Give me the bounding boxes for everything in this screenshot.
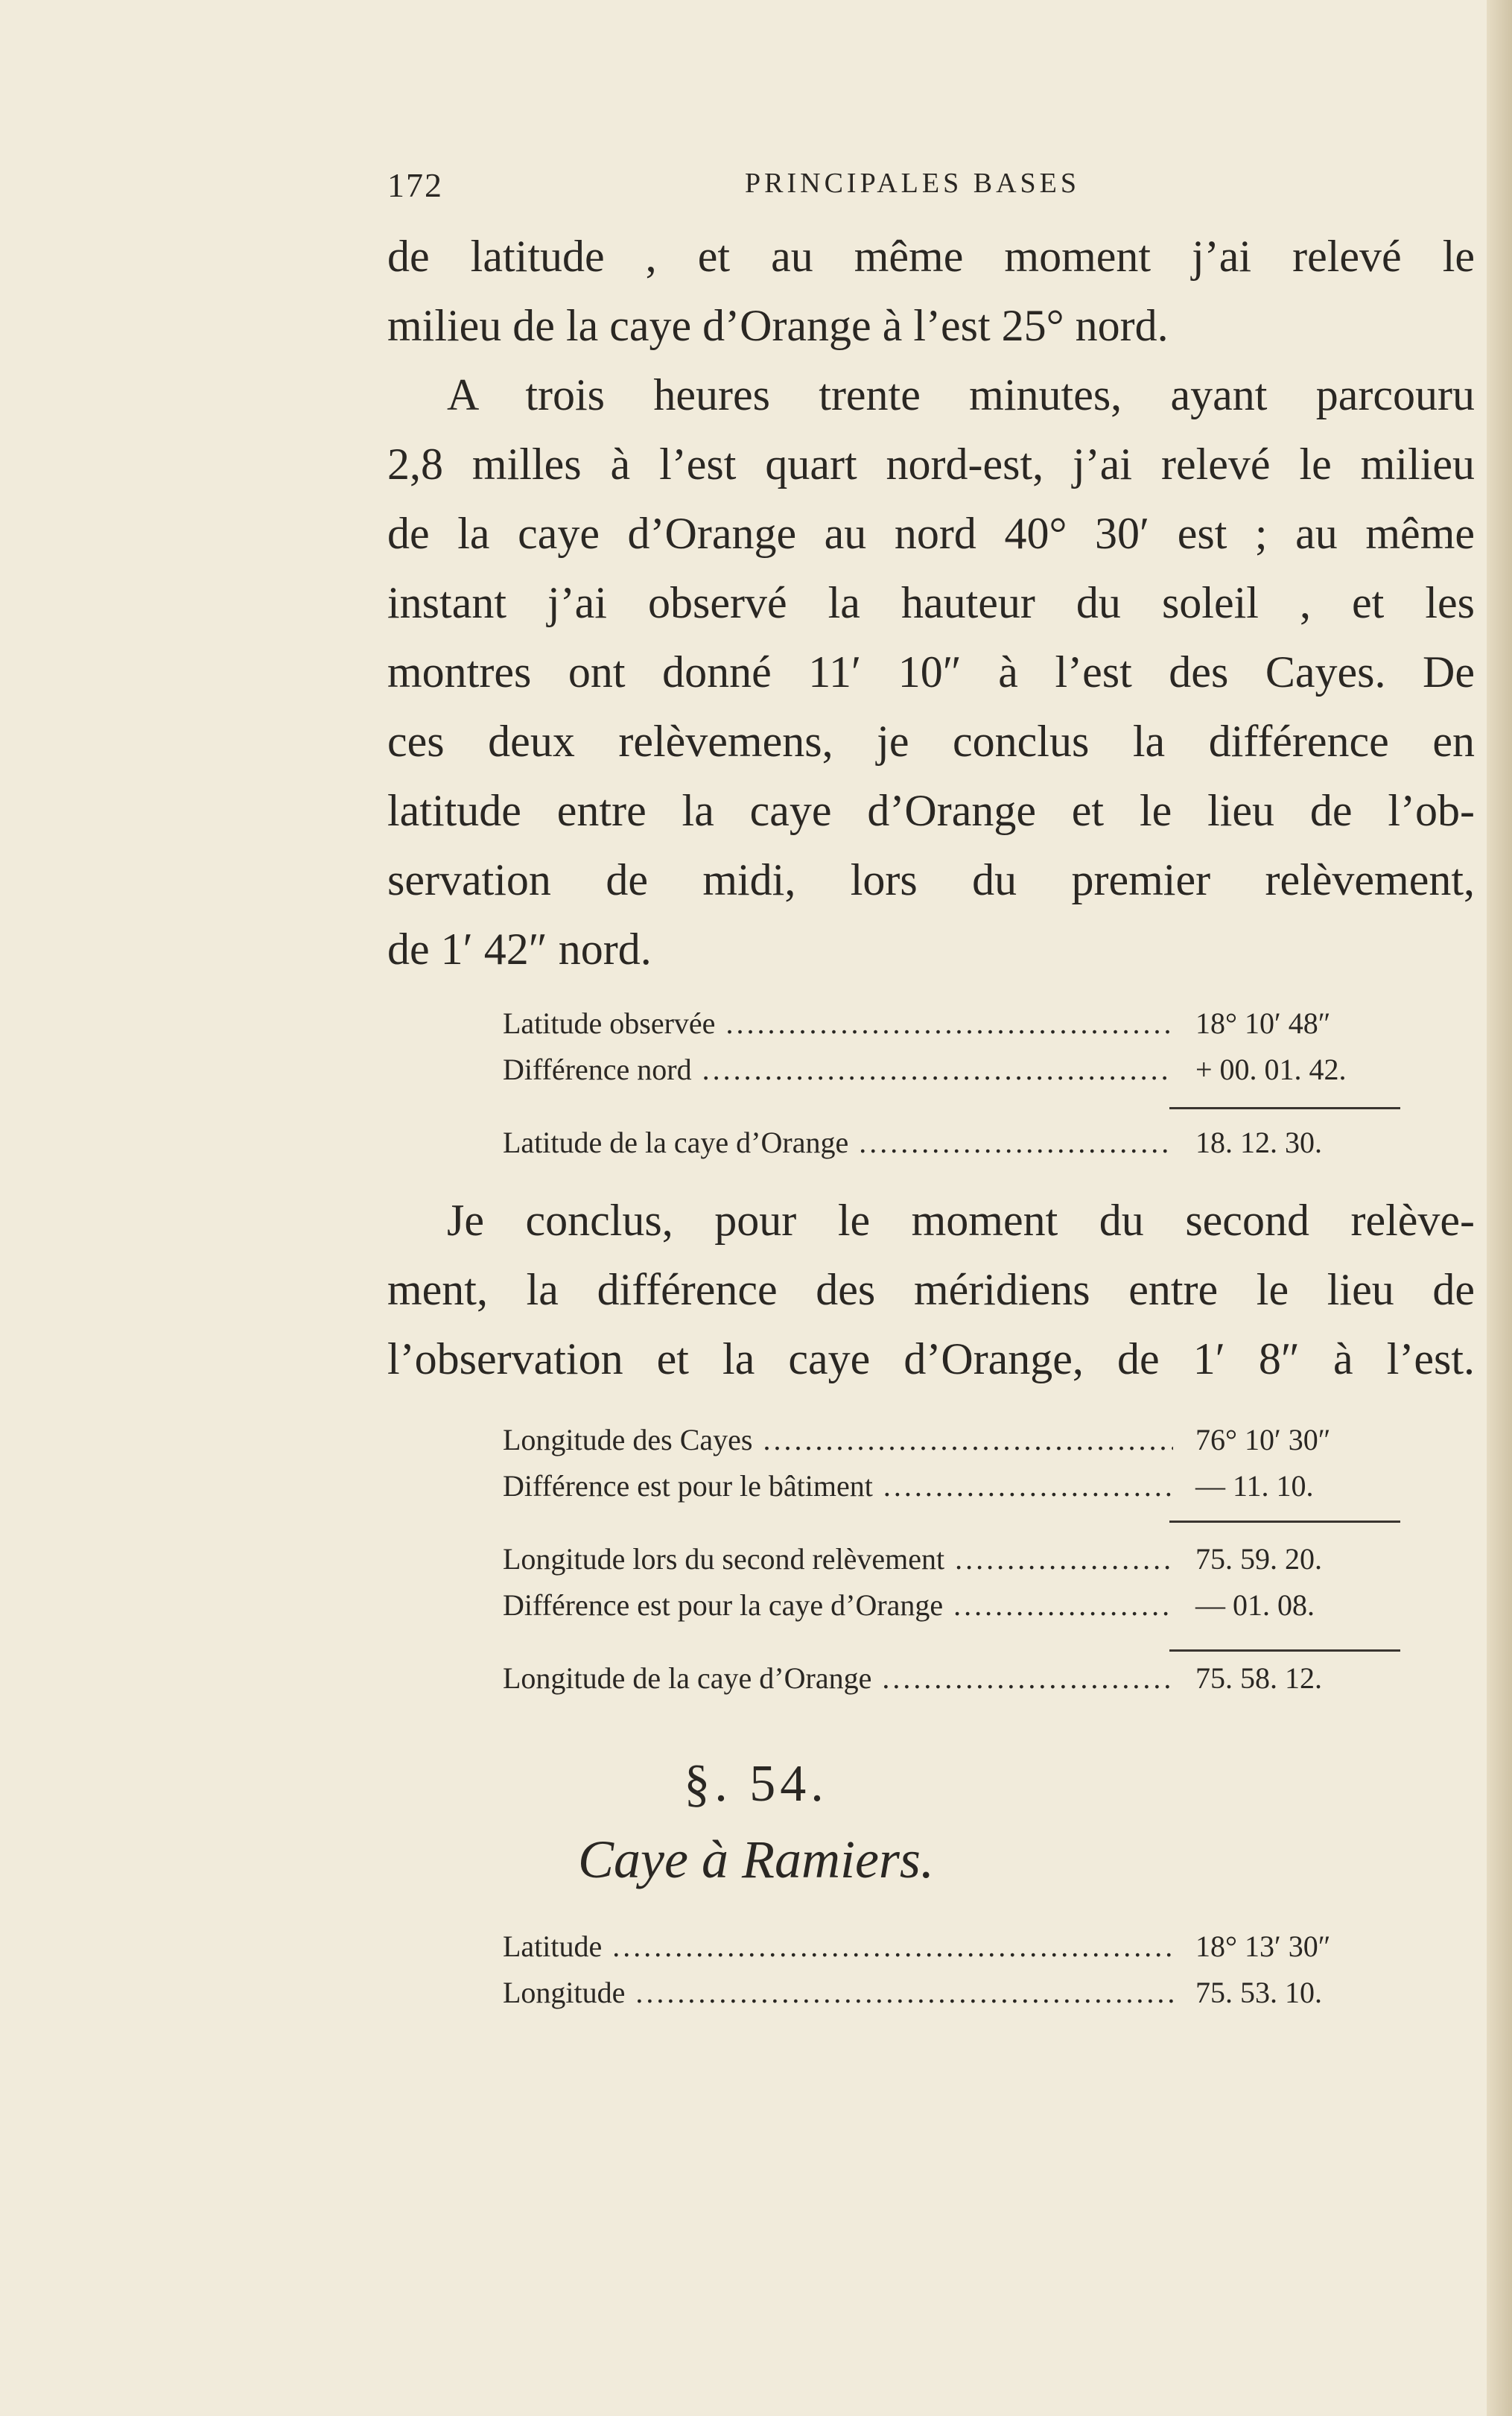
row-value: 18. 12. 30. [1188, 1120, 1404, 1166]
text-line: de la caye d’Orange au nord 40° 30′ est ; au même [387, 509, 1475, 558]
row-value: — 01. 08. [1188, 1582, 1404, 1629]
page-edge [1487, 0, 1512, 2416]
row-value: 18° 13′ 30″ [1188, 1924, 1404, 1970]
row-label: Latitude de la caye d’Orange ..... [503, 1120, 1173, 1166]
row-label: Différence est pour le bâtiment ..... [503, 1463, 1173, 1509]
row-value: 76° 10′ 30″ [1188, 1417, 1404, 1463]
page-number: 172 [387, 166, 443, 204]
table-row [503, 1120, 1397, 1166]
longitude-table [503, 1417, 1397, 1702]
table-row [503, 1655, 1397, 1702]
running-head: PRINCIPALES BASES [745, 168, 1080, 199]
row-value: 18° 10′ 48″ [1188, 1001, 1404, 1047]
paragraph-3 [387, 1186, 1475, 1394]
text-line: instant j’ai observé la hauteur du soleil , et les [387, 578, 1475, 627]
sum-rule [1169, 1521, 1400, 1523]
sum-rule [1169, 1649, 1400, 1652]
table-row [503, 1970, 1397, 2016]
row-value: 75. 53. 10. [1188, 1970, 1404, 2016]
table-row [503, 1463, 1397, 1509]
row-label: Latitude observée ..... [503, 1001, 1173, 1047]
text-line: servation de midi, lors du premier relèvement, [387, 855, 1475, 904]
paragraph-1 [387, 222, 1475, 361]
latitude-table [503, 1001, 1397, 1166]
table-row [503, 1582, 1397, 1629]
table-row [503, 1924, 1397, 1970]
table-row [503, 1417, 1397, 1463]
row-label: Latitude ..... [503, 1924, 1173, 1970]
text-line: montres ont donné 11′ 10″ à l’est des Cayes. De [387, 647, 1475, 697]
section-title: Caye à Ramiers. [578, 1830, 934, 1889]
page-header [387, 165, 1140, 210]
row-label: Longitude des Cayes ..... [503, 1417, 1173, 1463]
row-value: 75. 58. 12. [1188, 1655, 1404, 1702]
row-label: Longitude ..... [503, 1970, 1173, 2016]
section-number: §. 54. [684, 1755, 828, 1813]
text-line: ces deux relèvemens, je conclus la différence en [387, 717, 1475, 766]
table-row [503, 1536, 1397, 1582]
text-line: Je conclus, pour le moment du second relève- [447, 1196, 1475, 1245]
text-line: de 1′ 42″ nord. [387, 925, 652, 974]
text-line: latitude entre la caye d’Orange et le lieu de l’ob- [387, 786, 1475, 835]
text-line: ment, la différence des méridiens entre le lieu de [387, 1265, 1475, 1314]
text-line: de latitude , et au même moment j’ai relevé le [387, 232, 1475, 281]
text-line: l’observation et la caye d’Orange, de 1′ 8″ à l’est. [387, 1334, 1475, 1383]
paragraph-2 [387, 361, 1475, 984]
row-label: Différence est pour la caye d’Orange ..... [503, 1582, 1173, 1629]
sum-rule [1169, 1107, 1400, 1109]
row-value: 75. 59. 20. [1188, 1536, 1404, 1582]
section-54-table [503, 1924, 1397, 2016]
row-value: + 00. 01. 42. [1188, 1047, 1404, 1093]
text-line: 2,8 milles à l’est quart nord-est, j’ai relevé le milieu [387, 440, 1475, 489]
row-value: — 11. 10. [1188, 1463, 1404, 1509]
row-label: Longitude lors du second relèvement ..... [503, 1536, 1173, 1582]
row-label: Différence nord ..... [503, 1047, 1173, 1093]
row-label: Longitude de la caye d’Orange ..... [503, 1655, 1173, 1702]
table-row [503, 1047, 1397, 1093]
text-line: milieu de la caye d’Orange à l’est 25° nord. [387, 301, 1169, 350]
table-row [503, 1001, 1397, 1047]
text-line: A trois heures trente minutes, ayant parcouru [447, 370, 1475, 419]
